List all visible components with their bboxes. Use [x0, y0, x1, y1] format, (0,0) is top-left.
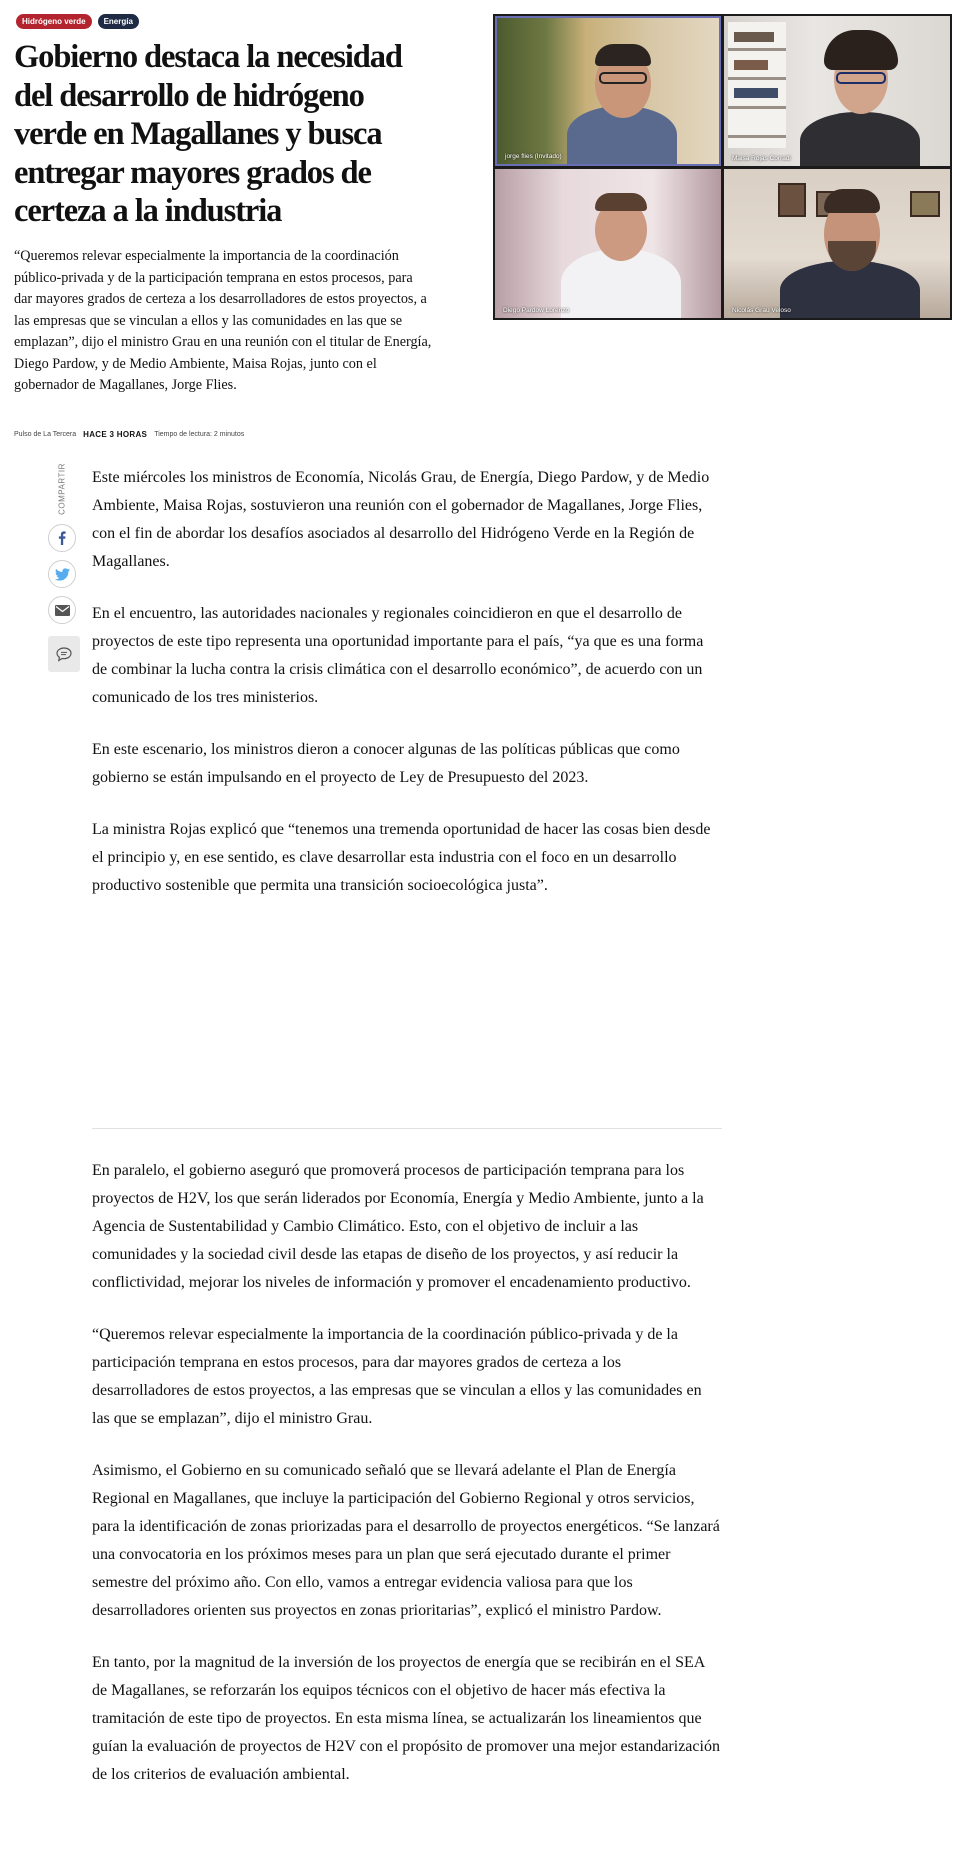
video-tile-diego-pardow [495, 169, 721, 319]
facebook-icon [55, 531, 69, 545]
article-headline: Gobierno destaca la necesidad del desarrollo de hidrógeno verde en Magallanes y busca entregar mayores grados de certeza a la industria [14, 39, 402, 229]
article-body [92, 464, 722, 1813]
article-paragraph: En este escenario, los ministros dieron a conocer algunas de las políticas públicas que como gobierno se están impulsando en el proyecto de Ley de Presupuesto del 2023. [92, 741, 680, 786]
article-paragraph: En el encuentro, las autoridades nacionales y regionales coincidieron en que el desarrollo de proyectos de este tipo representa una oportunidad importante para el país, “ya que es una forma de combinar la lucha contra la crisis climática con el desarrollo económico”, de acuerdo con un comunicado de los tres ministerios. [92, 605, 704, 706]
byline-author[interactable]: Pulso de La Tercera [14, 431, 77, 438]
article-paragraph: “Queremos relevar especialmente la importancia de la coordinación público-privada y de la participación temprana en estos procesos, para dar mayores grados de certeza a los desarrolladores de estos proyectos, a las empresas que se vinculan a ellos y las comunidades en las que se emplazan”, dijo el ministro Grau. [92, 1326, 702, 1427]
byline-reading-time: Tiempo de lectura: 2 minutos [154, 431, 245, 438]
article-paragraph: En paralelo, el gobierno aseguró que promoverá procesos de participación temprana para los proyectos de H2V, los que serán liderados por Economía, Energía y Medio Ambiente, junto a la Agencia de Sustentabilidad y Cambio Climático. Esto, con el objetivo de incluir a las comunidades y la sociedad civil desde las etapas de diseño de los proyectos, y así reducir la conflictividad, mejorar los niveles de información y promover el encadenamiento productivo. [92, 1162, 704, 1291]
email-icon [55, 605, 70, 616]
share-label: COMPARTIR [57, 463, 67, 515]
divider [92, 1128, 722, 1129]
share-email-button[interactable] [48, 596, 76, 624]
article-photo [493, 14, 952, 320]
tag-hidrogeno-verde[interactable]: Hidrógeno verde [16, 14, 92, 29]
tag-energia[interactable]: Energía [98, 14, 139, 29]
participant-name: jorge flies (Invitado) [505, 152, 562, 160]
comment-icon [56, 647, 72, 662]
participant-name: Maisa Rojas Corradi [732, 154, 791, 162]
video-tile-nicolas-grau [724, 169, 950, 319]
byline-time: HACE 3 HORAS [83, 430, 148, 439]
participant-name: Diego Pardow Lorenzo [503, 307, 570, 314]
share-twitter-button[interactable] [48, 560, 76, 588]
byline [14, 430, 244, 439]
share-facebook-button[interactable] [48, 524, 76, 552]
video-tile-maisa-rojas [724, 16, 950, 166]
article-paragraph: Este miércoles los ministros de Economía, Nicolás Grau, de Energía, Diego Pardow, y de Medio Ambiente, Maisa Rojas, sostuvieron una reunión con el gobernador de Magallanes, Jorge Flies, con el fin de abordar los desafíos asociados al desarrollo del Hidrógeno Verde en la Región de Magallanes. [92, 469, 710, 570]
comments-button[interactable] [48, 636, 80, 672]
video-tile-jorge-flies [495, 16, 721, 166]
twitter-icon [55, 568, 70, 581]
tag-list [16, 14, 139, 29]
article-paragraph: La ministra Rojas explicó que “tenemos una tremenda oportunidad de hacer las cosas bien desde el principio y, en ese sentido, es clave desarrollar esta industria con el foco en un desarrollo productivo sostenible que permita una transición socioecológica justa”. [92, 821, 711, 894]
article-paragraph: En tanto, por la magnitud de la inversión de los proyectos de energía que se recibirán en el SEA de Magallanes, se reforzarán los equipos técnicos con el objetivo de hacer más efectiva la tramitación de este tipo de proyectos. En esta misma línea, se actualizarán los lineamientos que guían la evaluación de proyectos de H2V con el propósito de promover una mejor estandarización de los criterios de evaluación ambiental. [92, 1654, 720, 1783]
ad-placeholder [92, 924, 722, 1128]
article-dek: “Queremos relevar especialmente la importancia de la coordinación público-privada y de la participación temprana en estos procesos, para dar mayores grados de certeza a los desarrolladores de estos proyectos, a las empresas que se vinculan a ellos y las comunidades en las que se emplazan”, dijo el ministro Grau en una reunión con el titular de Energía, Diego Pardow, y de Medio Ambiente, Maisa Rojas, junto con el gobernador de Magallanes, Jorge Flies. [14, 248, 432, 393]
participant-name: Nicolás Grau Veloso [732, 307, 791, 314]
article-paragraph: Asimismo, el Gobierno en su comunicado señaló que se llevará adelante el Plan de Energía Regional en Magallanes, que incluye la participación del Gobierno Regional y otros servicios, para la identificación de zonas priorizadas para el desarrollo de proyectos energéticos. “Se lanzará una convocatoria en los próximos meses para un plan que será ejecutado durante el primer semestre del próximo año. Con ello, vamos a entregar evidencia valiosa para que los desarrolladores orienten sus proyectos en zonas prioritarias”, explicó el ministro Pardow. [92, 1462, 720, 1619]
